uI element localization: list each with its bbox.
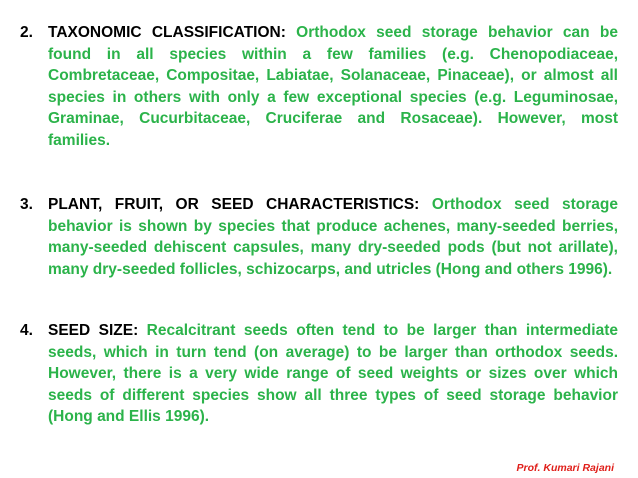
item-body: Orthodox seed storage behavior can be found in all species within a few families (e.g. Chenopodiaceae, Combretaceae, Compositae, Labiatae, Solanaceae, Pinaceae), or almost all species in others with only a few exceptional species (e.g. Leguminosae, Graminae, Cucurbitaceae, Cruciferae and Rosaceae). However, most families. bbox=[48, 24, 618, 149]
item-heading: PLANT, FRUIT, OR SEED CHARACTERISTICS: bbox=[48, 196, 420, 213]
point-seed-size bbox=[20, 320, 618, 428]
item-heading: TAXONOMIC CLASSIFICATION: bbox=[48, 24, 286, 41]
item-number: 2. bbox=[20, 24, 33, 41]
item-number: 4. bbox=[20, 322, 33, 339]
item-body: Orthodox seed storage behavior is shown by species that produce achenes, many-seeded berries, many-seeded dehiscent capsules, many dry-seeded pods (but not arillate), many dry-seeded follicles, schizocarps, and utricles (Hong and others 1996). bbox=[48, 196, 618, 278]
author-credit: Prof. Kumari Rajani bbox=[516, 462, 614, 474]
point-taxonomic-classification bbox=[20, 22, 618, 151]
point-plant-fruit-seed-characteristics bbox=[20, 194, 618, 280]
item-body: Recalcitrant seeds often tend to be larger than intermediate seeds, which in turn tend (on average) to be larger than orthodox seeds. However, there is a very wide range of seed weights or sizes over which seeds of different species show all three types of seed storage behavior (Hong and Ellis 1996). bbox=[48, 322, 618, 425]
item-heading: SEED SIZE: bbox=[48, 322, 139, 339]
item-paragraph bbox=[48, 320, 618, 428]
item-paragraph bbox=[48, 194, 618, 280]
item-paragraph bbox=[48, 22, 618, 151]
item-number: 3. bbox=[20, 196, 33, 213]
